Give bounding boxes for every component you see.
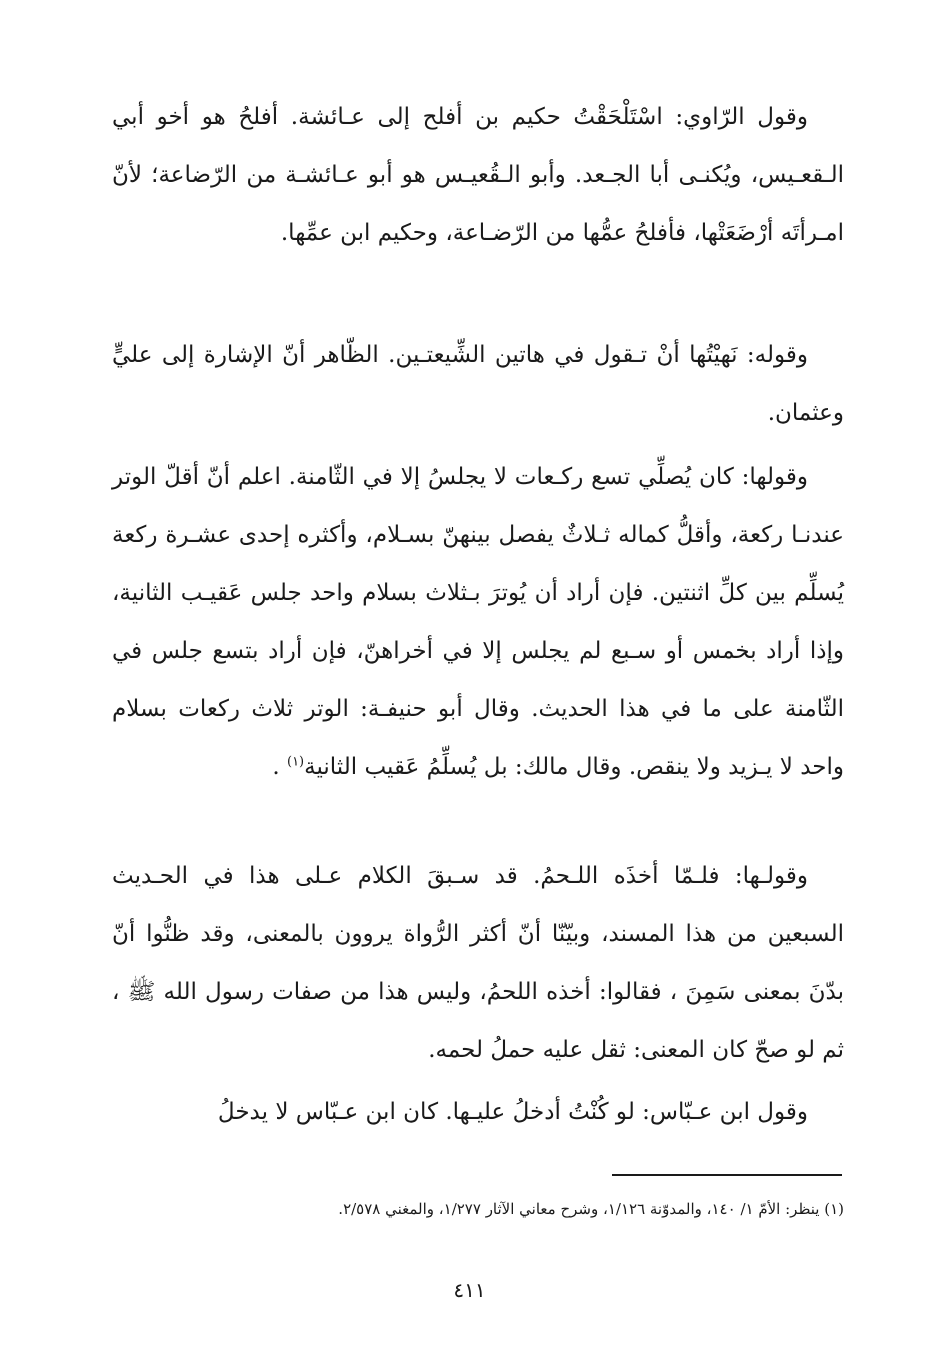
paragraph-text: وقولها: كان يُصلِّي تسع ركـعات لا يجلسُ إلا في الثّامنة. اعلم أنّ أقلّ الوتر عندنـا ركعة، وأقلُّ كماله ثـلاثٌ يفصل بينهنّ بسـلام، وأكثره إحدى عشـرة ركعة يُسلِّم بين كلِّ اثنتين. فإن أراد أن يُوترَ بـثلاث بسلام واحد جلس عَقيـب الثانية، وإذا أراد بخمس أو سـبع لم يجلس إلا في أخراهنّ، فإن أراد بتسع جلس في الثّامنة على ما في هذا الحديث. وقال أبو حنيفـة: الوتر ثلاث ركعات بسلام واحد لا يـزيد ولا ينقص. وقال مالك: بل يُسلِّمُ عَقيب الثانية bbox=[112, 464, 844, 780]
paragraph bbox=[112, 448, 844, 796]
paragraph: وقول الرّاوي: اسْتَلْحَقْتُ حكيم بن أفلح إلى عـائشة. أفلحُ هو أخو أبي الـقعـيس، ويُكنـى أبا الجـعد. وأبو الـقُعيـس هو أبو عـائشـة من الرّضاعة؛ لأنّ امـرأتَه أرْضَعَتْها، فأفلحُ عمُّها من الرّضـاعة، وحكيم ابن عمِّها. bbox=[112, 104, 844, 246]
main-text-block bbox=[112, 88, 844, 262]
main-text-block bbox=[112, 448, 844, 796]
paragraph: وقول ابن عـبّاس: لو كُنْتُ أدخلُ عليـها. كان ابن عـبّاس لا يدخلُ bbox=[217, 1099, 808, 1125]
footnote: (١) ينظر: الأمّ ١/ ١٤٠، والمدوّنة ١/١٢٦، وشرح معاني الآثار ١/٢٧٧، والمغني ٢/٥٧٨. bbox=[338, 1200, 844, 1218]
footnote-reference[interactable]: (١) bbox=[286, 754, 305, 770]
paragraph-end-punctuation: . bbox=[272, 754, 287, 780]
main-text-block bbox=[112, 1083, 844, 1141]
paragraph: وقوله: نَهيْتُها أنْ تـقول في هاتين الشِّيعتـين. الظّاهر أنّ الإشارة إلى عليٍّ وعثمان. bbox=[112, 342, 844, 426]
main-text-block bbox=[112, 847, 844, 1079]
main-text-block bbox=[112, 326, 844, 442]
footnote-divider bbox=[612, 1174, 842, 1176]
page-number: ٤١١ bbox=[453, 1278, 486, 1302]
paragraph: وقولـها: فلـمّا أخذَه اللـحمُ. قد سـبقَ الكلام عـلى هذا في الحـديث السبعين من هذا المسند، وبيّنّا أنّ أكثر الرُّواة يروون بالمعنى، وقد ظنُّوا أنّ بدّنَ بمعنى سَمِنَ ، فقالوا: أخذه اللحمُ، وليس هذا من صفات رسول الله ﷺ ، ثم لو صحّ كان المعنى: ثقل عليه حملُ لحمه. bbox=[112, 863, 844, 1063]
